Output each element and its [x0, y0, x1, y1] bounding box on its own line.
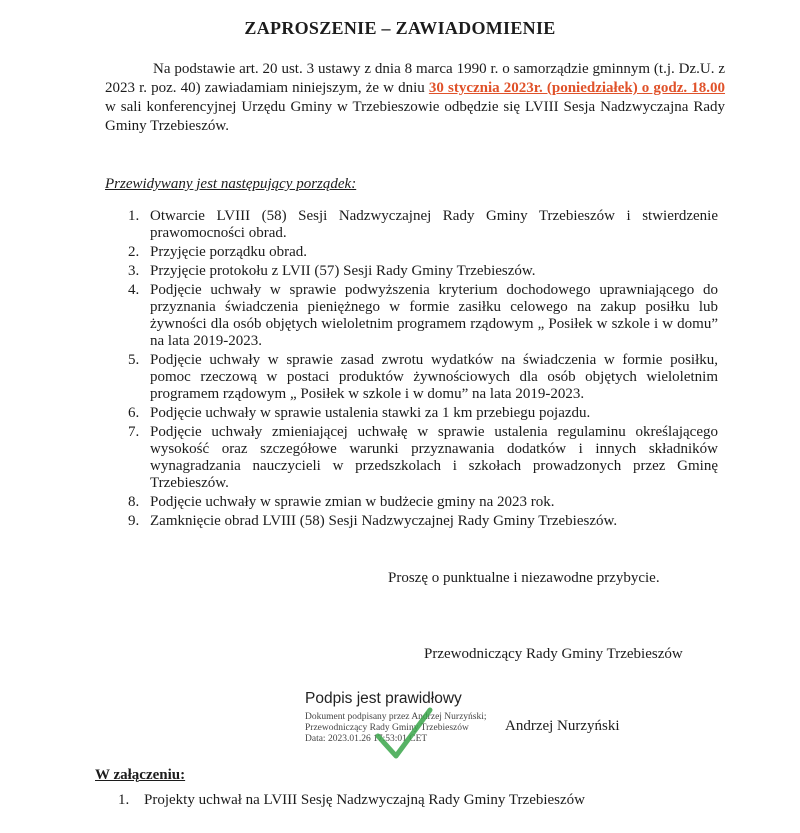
closing-sentence: Proszę o punktualne i niezawodne przybycie.: [388, 570, 660, 586]
agenda-item: 2. Przyjęcie porządku obrad.: [128, 244, 308, 260]
signature-valid-label: Podpis jest prawidłowy: [305, 690, 462, 707]
signature-check-icon: [372, 702, 436, 764]
signature-date: Data: 2023.01.26 17:53:01 CET: [305, 734, 428, 744]
agenda-item: 3. Przyjęcie protokołu z LVII (57) Sesji Rady Gminy Trzebieszów.: [128, 263, 536, 279]
agenda-item: 1. Otwarcie LVIII (58) Sesji Nadzwyczajnej Rady Gminy Trzebieszów i stwierdzenie prawomocności obrad.: [128, 208, 718, 241]
intro-paragraph: [105, 60, 725, 136]
agenda-item: 7. Podjęcie uchwały zmieniającej uchwałę w sprawie ustalenia regulaminu określającego wysokość oraz szczegółowe warunki przyznawania dodatków i innych składników wynagradzania nauczycieli w przedszkolach i szkołach prowadzonych przez Gminę Trzebieszów.: [128, 424, 718, 491]
agenda-heading: Przewidywany jest następujący porządek:: [105, 176, 357, 192]
attachments-list: [118, 792, 585, 809]
attachments-heading: W załączeniu:: [95, 767, 186, 783]
session-date-highlight: 30 stycznia 2023r. (poniedziałek) o godz. 18.00: [428, 80, 726, 96]
agenda-list: [128, 208, 718, 532]
chair-title: Przewodniczący Rady Gminy Trzebieszów: [424, 646, 683, 662]
attachment-item: 1. Projekty uchwał na LVIII Sesję Nadzwyczajną Rady Gminy Trzebieszów: [118, 792, 586, 808]
agenda-item: 9. Zamknięcie obrad LVIII (58) Sesji Nadzwyczajnej Rady Gminy Trzebieszów.: [128, 513, 618, 529]
agenda-item: 6. Podjęcie uchwały w sprawie ustalenia stawki za 1 km przebiegu pojazdu.: [128, 405, 591, 421]
agenda-item: 8. Podjęcie uchwały w sprawie zmian w budżecie gminy na 2023 rok.: [128, 494, 555, 510]
document-title: ZAPROSZENIE – ZAWIADOMIENIE: [244, 18, 556, 38]
signer-name: Andrzej Nurzyński: [505, 718, 620, 734]
agenda-item: 5. Podjęcie uchwały w sprawie zasad zwrotu wydatków na świadczenia w formie posiłku, pomoc rzeczową w postaci produktów żywnościowych dla osób objętych wieloletnim programem rządowym „ Posiłek w szkole i w domu” na lata 2019-2023.: [128, 352, 718, 402]
intro-part1: Na podstawie art. 20 ust. 3 ustawy z dnia 8 marca 1990 r. o samorządzie gminnym (t.j. Dz.U. z 2023 r. poz. 40) zawiadamiam niniejszym, że w dniu: [105, 61, 725, 96]
intro-part2: w sali konferencyjnej Urzędu Gminy w Trzebieszowie odbędzie się LVIII Sesja Nadzwyczajna Rady Gminy Trzebieszów.: [105, 99, 725, 134]
agenda-item: 4. Podjęcie uchwały w sprawie podwyższenia kryterium dochodowego uprawniającego do przyznania świadczenia pieniężnego w formie zasiłku celowego na zakup posiłku lub żywności dla osób objętych wieloletnim programem rządowym „ Posiłek w szkole i w domu” na lata 2019-2023.: [128, 282, 718, 349]
signature-signed-by: Dokument podpisany przez Andrzej Nurzyński; Przewodniczący Rady Gminy Trzebieszów: [305, 712, 487, 733]
